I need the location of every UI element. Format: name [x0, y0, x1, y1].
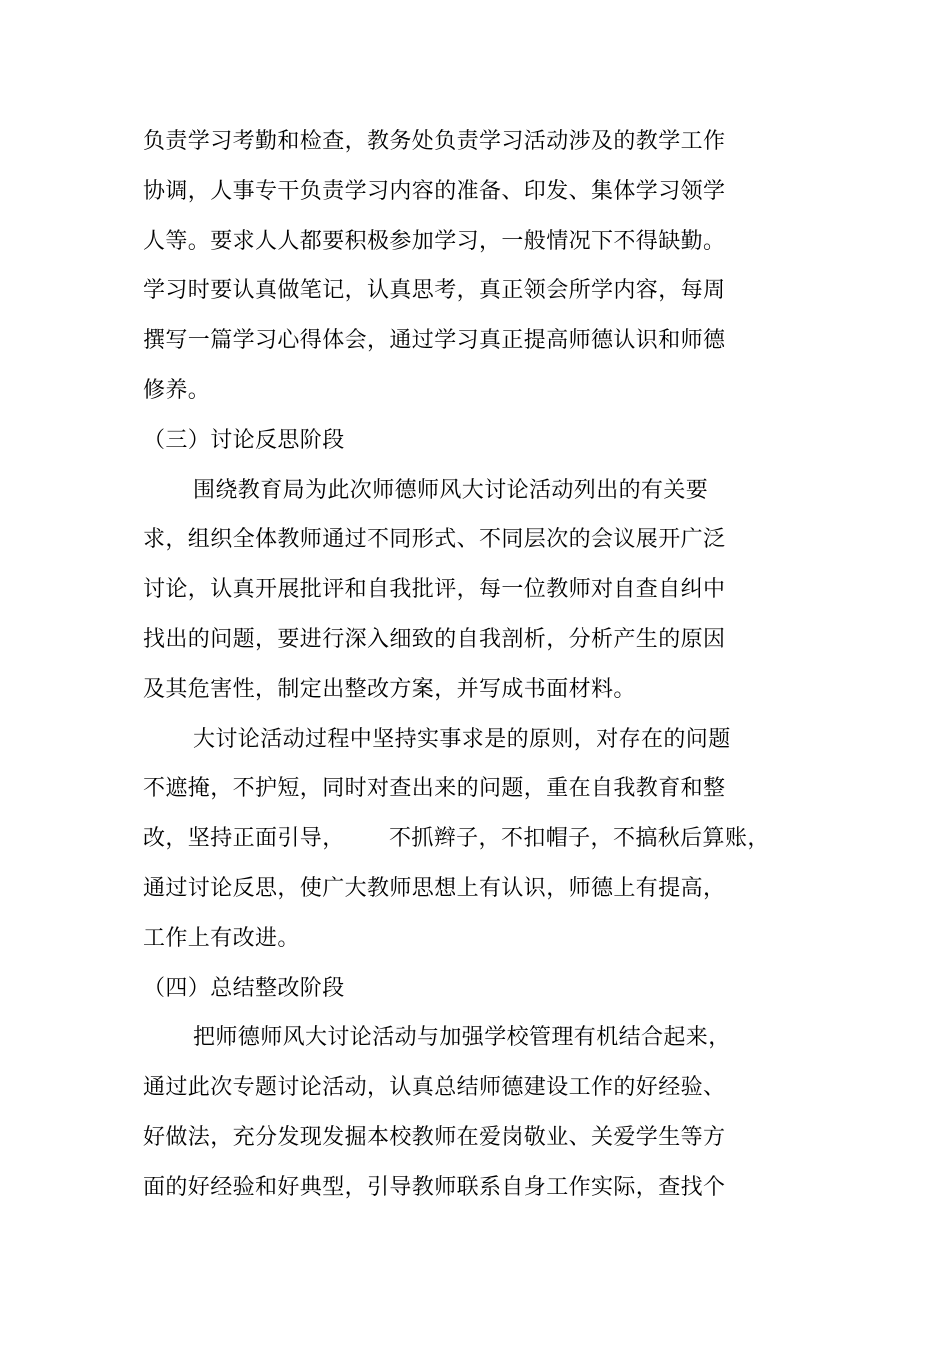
body-text-line: 学习时要认真做笔记，认真思考，真正领会所学内容，每周 — [143, 278, 726, 303]
body-text-line: 通过讨论反思，使广大教师思想上有认识，师德上有提高， — [143, 876, 726, 901]
body-text-line: 改，坚持正面引导， 不抓辫子，不扣帽子，不搞秋后算账， — [143, 826, 770, 851]
body-text-line: 撰写一篇学习心得体会，通过学习真正提高师德认识和师德 — [143, 328, 726, 353]
section-heading-4: （四）总结整改阶段 — [143, 976, 345, 1001]
body-text-line: 面的好经验和好典型，引导教师联系自身工作实际，查找个 — [143, 1175, 726, 1200]
body-text-line: 及其危害性，制定出整改方案，并写成书面材料。 — [143, 677, 636, 702]
body-text-line: 人等。要求人人都要积极参加学习，一般情况下不得缺勤。 — [143, 229, 726, 254]
paragraph-first-line: 把师德师风大讨论活动与加强学校管理有机结合起来， — [193, 1025, 731, 1050]
body-text-line: 工作上有改进。 — [143, 926, 300, 951]
body-text-line: 求，组织全体教师通过不同形式、不同层次的会议展开广泛 — [143, 527, 726, 552]
section-heading-3: （三）讨论反思阶段 — [143, 428, 345, 453]
body-text-line: 协调，人事专干负责学习内容的准备、印发、集体学习领学 — [143, 179, 726, 204]
body-text-line: 好做法，充分发现发掘本校教师在爱岗敬业、关爱学生等方 — [143, 1125, 726, 1150]
body-text-line: 找出的问题，要进行深入细致的自我剖析，分析产生的原因 — [143, 627, 726, 652]
body-text-line: 讨论，认真开展批评和自我批评，每一位教师对自查自纠中 — [143, 577, 726, 602]
body-text-line: 通过此次专题讨论活动，认真总结师德建设工作的好经验、 — [143, 1075, 726, 1100]
body-text-line: 修养。 — [143, 378, 211, 403]
paragraph-first-line: 大讨论活动过程中坚持实事求是的原则，对存在的问题 — [193, 727, 731, 752]
paragraph-first-line: 围绕教育局为此次师德师风大讨论活动列出的有关要 — [193, 478, 709, 503]
body-text-line: 负责学习考勤和检查，教务处负责学习活动涉及的教学工作 — [143, 129, 726, 154]
body-text-line: 不遮掩，不护短，同时对查出来的问题，重在自我教育和整 — [143, 776, 726, 801]
